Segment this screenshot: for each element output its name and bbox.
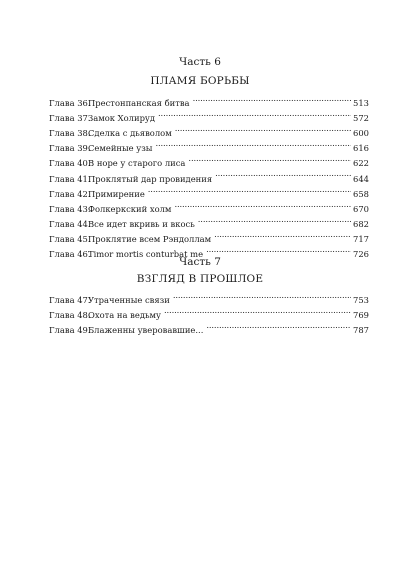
dot-leader — [206, 318, 351, 333]
chapter-page-number: 658 — [353, 188, 369, 199]
part-7-chapter-list — [49, 288, 369, 336]
dot-leader — [206, 242, 351, 257]
chapter-number: Глава 39. — [49, 143, 91, 154]
chapter-number: Глава 38. — [49, 128, 91, 139]
chapter-title: Утраченные связи — [88, 295, 170, 306]
part-6-title: ПЛАМЯ БОРЬБЫ — [150, 75, 250, 87]
chapter-number: Глава 37. — [49, 113, 91, 124]
chapter-title: Все идет вкривь и вкось — [88, 218, 195, 229]
chapter-title: Сделка с дьяволом — [88, 128, 172, 139]
dot-leader — [148, 182, 351, 197]
chapter-page-number: 670 — [353, 203, 369, 214]
dot-leader — [214, 227, 351, 242]
dot-leader — [188, 151, 351, 166]
dot-leader — [198, 212, 351, 227]
chapter-title: В норе у старого лиса — [88, 158, 186, 169]
dot-leader — [215, 166, 351, 181]
chapter-number: Глава 45. — [49, 233, 91, 244]
chapter-page-number: 600 — [353, 128, 369, 139]
chapter-title: Проклятие всем Рэндоллам — [88, 233, 212, 244]
chapter-title: Замок Холируд — [88, 113, 156, 124]
chapter-page-number: 769 — [353, 310, 369, 321]
chapter-title: Охота на ведьму — [88, 310, 161, 321]
chapter-page-number: 787 — [353, 325, 369, 336]
chapter-page-number: 622 — [353, 158, 369, 169]
chapter-page-number: 644 — [353, 173, 369, 184]
chapter-page-number: 726 — [353, 249, 369, 260]
chapter-number: Глава 47. — [49, 295, 91, 306]
chapter-title: Проклятый дар провидения — [88, 173, 213, 184]
dot-leader — [174, 197, 351, 212]
chapter-page-number: 717 — [353, 233, 369, 244]
chapter-number: Глава 49. — [49, 325, 91, 336]
chapter-title: Семейные узы — [88, 143, 153, 154]
part-7-title: ВЗГЛЯД В ПРОШЛОЕ — [136, 273, 264, 285]
dot-leader — [164, 303, 351, 318]
chapter-number: Глава 44. — [49, 218, 91, 229]
chapter-number: Глава 41. — [49, 173, 91, 184]
chapter-page-number: 616 — [353, 143, 369, 154]
chapter-number: Глава 36. — [49, 98, 91, 109]
part-6-chapter-list — [49, 91, 369, 260]
dot-leader — [175, 121, 351, 136]
toc-entry — [49, 91, 369, 109]
dot-leader — [155, 136, 351, 151]
chapter-title: Timor mortis conturbat me — [88, 249, 204, 260]
chapter-number: Глава 43. — [49, 203, 91, 214]
chapter-title: Блаженны уверовавшие... — [88, 325, 204, 336]
dot-leader — [158, 106, 351, 121]
dot-leader — [193, 91, 351, 106]
toc-entry — [49, 288, 369, 306]
dot-leader — [173, 288, 351, 303]
chapter-title: Фолкеркский холм — [88, 203, 172, 214]
chapter-number: Глава 42. — [49, 188, 91, 199]
chapter-number: Глава 40. — [49, 158, 91, 169]
chapter-page-number: 572 — [353, 113, 369, 124]
chapter-number: Глава 46. — [49, 249, 91, 260]
chapter-page-number: 513 — [353, 98, 369, 109]
part-6-label: Часть 6 — [179, 56, 221, 68]
chapter-number: Глава 48. — [49, 310, 91, 321]
chapter-page-number: 753 — [353, 295, 369, 306]
part-7-label: Часть 7 — [179, 256, 221, 268]
chapter-title: Примирение — [88, 188, 145, 199]
chapter-title: Престонпанская битва — [88, 98, 190, 109]
chapter-page-number: 682 — [353, 218, 369, 229]
